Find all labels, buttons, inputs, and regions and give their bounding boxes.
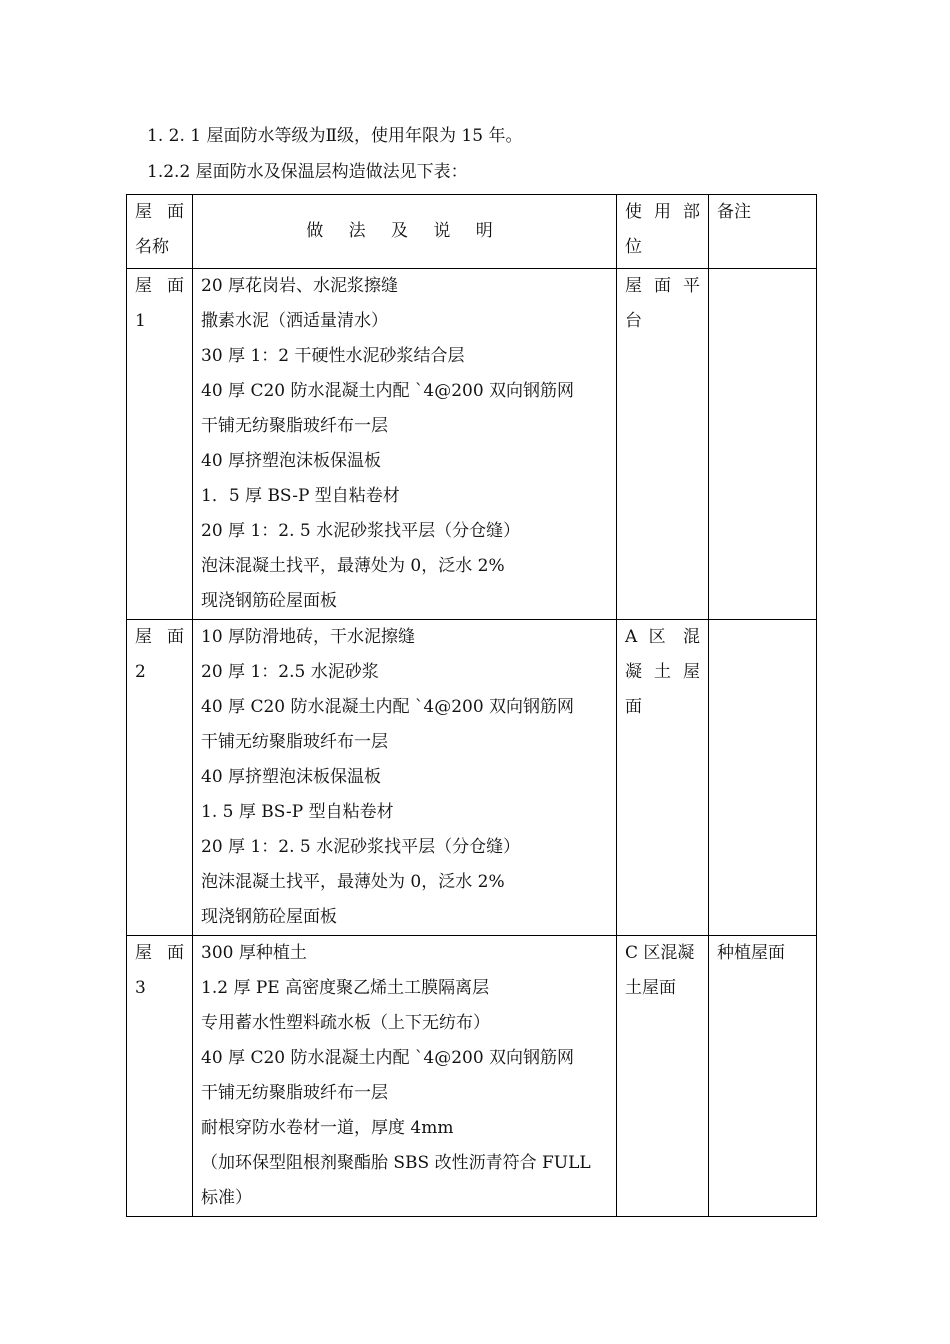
header-location — [617, 195, 709, 269]
table-row — [127, 269, 817, 620]
location-cell — [617, 620, 709, 936]
roof-name-cell — [127, 620, 193, 936]
layer-item: 干铺无纺聚脂玻纤布一层 — [201, 416, 388, 436]
layer-item: 40 厚 C20 防水混凝土内配 `4@200 双向钢筋网 — [201, 381, 575, 401]
layer-item: 专用蓄水性塑料疏水板（上下无纺布） — [201, 1013, 490, 1033]
layer-item: 40 厚 C20 防水混凝土内配 `4@200 双向钢筋网 — [201, 697, 575, 717]
layer-item: 40 厚挤塑泡沫板保温板 — [201, 451, 382, 471]
layer-item: 干铺无纺聚脂玻纤布一层 — [201, 732, 388, 752]
roof-name-cell — [127, 269, 193, 620]
location-cell — [617, 269, 709, 620]
location-line2: 台 — [625, 311, 642, 331]
location-line2: 凝 土 屋 — [625, 662, 700, 682]
location-cell — [617, 936, 709, 1217]
location-line2: 土屋面 — [625, 978, 676, 998]
roof-construction-table — [126, 194, 817, 1217]
roof-name-cell — [127, 936, 193, 1217]
method-cell — [193, 936, 617, 1217]
layer-item: 耐根穿防水卷材一道，厚度 4mm — [201, 1118, 454, 1138]
note-cell — [709, 269, 817, 620]
roof-name-line2: 3 — [135, 978, 146, 998]
layer-item: 20 厚 1：2.5 水泥砂浆 — [201, 662, 379, 682]
layer-item: 泡沫混凝土找平，最薄处为 0，泛水 2% — [201, 556, 505, 576]
location-line1: 屋 面 平 — [625, 276, 700, 296]
header-method — [193, 195, 617, 269]
note-text: 种植屋面 — [717, 943, 785, 963]
roof-name-line1: 屋 面 — [135, 276, 184, 296]
layer-item: 10 厚防滑地砖，干水泥擦缝 — [201, 627, 416, 647]
layer-item: 干铺无纺聚脂玻纤布一层 — [201, 1083, 388, 1103]
header-location-line1: 使 用 部 — [625, 202, 700, 222]
roof-name-line1: 屋 面 — [135, 943, 184, 963]
layer-item: 泡沫混凝土找平，最薄处为 0，泛水 2% — [201, 872, 505, 892]
header-location-line2: 位 — [625, 237, 642, 257]
layer-item: 撒素水泥（洒适量清水） — [201, 311, 388, 331]
header-name-line1: 屋 面 — [135, 202, 184, 222]
table-row — [127, 936, 817, 1217]
header-note — [709, 195, 817, 269]
layer-item: 现浇钢筋砼屋面板 — [201, 907, 337, 927]
layer-item: 20 厚 1：2. 5 水泥砂浆找平层（分仓缝） — [201, 837, 521, 857]
table-header-row — [127, 195, 817, 269]
method-cell — [193, 620, 617, 936]
layer-item: 1．5 厚 BS-P 型自粘卷材 — [201, 486, 400, 506]
method-cell — [193, 269, 617, 620]
header-roof-name — [127, 195, 193, 269]
roof-name-line2: 1 — [135, 311, 146, 331]
header-note-label: 备注 — [717, 202, 751, 222]
roof-name-line1: 屋 面 — [135, 627, 184, 647]
table-row — [127, 620, 817, 936]
header-method-label: 做 法 及 说 明 — [306, 221, 503, 241]
layer-item: 40 厚挤塑泡沫板保温板 — [201, 767, 382, 787]
layer-item: 30 厚 1：2 干硬性水泥砂浆结合层 — [201, 346, 465, 366]
layer-item: （加环保型阻根剂聚酯胎 SBS 改性沥青符合 FULL 标准） — [201, 1153, 591, 1208]
layer-item: 40 厚 C20 防水混凝土内配 `4@200 双向钢筋网 — [201, 1048, 575, 1068]
header-name-line2: 名称 — [135, 237, 169, 257]
paragraph-waterproof-grade: 1. 2. 1 屋面防水等级为Ⅱ级，使用年限为 15 年。 — [147, 126, 523, 146]
layer-item: 现浇钢筋砼屋面板 — [201, 591, 337, 611]
note-cell — [709, 936, 817, 1217]
note-cell — [709, 620, 817, 936]
layer-item: 20 厚 1：2. 5 水泥砂浆找平层（分仓缝） — [201, 521, 521, 541]
paragraph-table-intro: 1.2.2 屋面防水及保温层构造做法见下表： — [147, 162, 468, 182]
location-line1: C 区混凝 — [625, 943, 695, 963]
layer-item: 1. 5 厚 BS-P 型自粘卷材 — [201, 802, 394, 822]
roof-name-line2: 2 — [135, 662, 146, 682]
location-line3: 面 — [625, 697, 642, 717]
layer-item: 20 厚花岗岩、水泥浆擦缝 — [201, 276, 399, 296]
layer-item: 300 厚种植土 — [201, 943, 307, 963]
location-line1: A 区 混 — [625, 627, 700, 647]
layer-item: 1.2 厚 PE 高密度聚乙烯土工膜隔离层 — [201, 978, 490, 998]
